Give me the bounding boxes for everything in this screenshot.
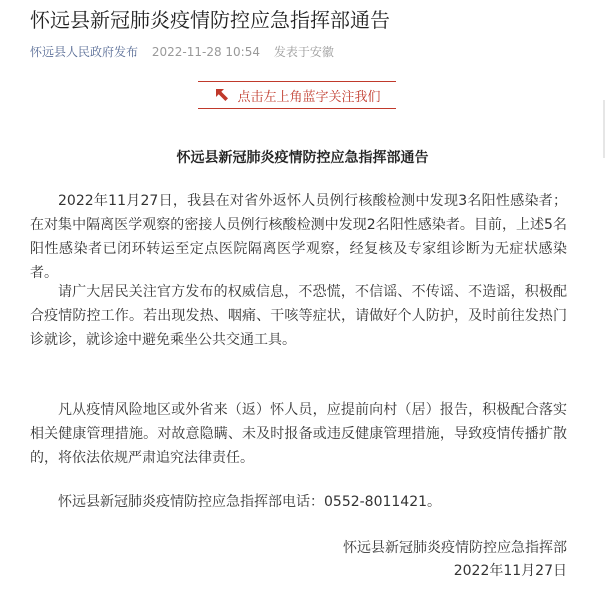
article-title: 怀远县新冠肺炎疫情防控应急指挥部通告	[30, 8, 390, 32]
notice-hotline: 怀远县新冠肺炎疫情防控应急指挥部电话：0552-8011421。	[58, 494, 442, 510]
follow-banner[interactable]	[198, 81, 396, 109]
publish-date: 2022-11-28 10:54	[151, 45, 260, 59]
signature-organization: 怀远县新冠肺炎疫情防控应急指挥部	[343, 540, 567, 556]
signature-date: 2022年11月27日	[453, 563, 567, 579]
follow-banner-text: 点击左上角蓝字关注我们	[237, 89, 381, 105]
notice-paragraph: 请广大居民关注官方发布的权威信息，不恐慌，不信谣、不传谣、不造谣，积极配合疫情防控工作。若出现发热、咽痛、干咳等症状，请做好个人防护，及时前往发热门诊就诊，就诊途中避免乘坐公共交通工具。	[30, 284, 567, 348]
account-name-link[interactable]: 怀远县人民政府发布	[30, 45, 139, 59]
notice-paragraph: 2022年11月27日，我县在对省外返怀人员例行核酸检测中发现3名阳性感染者；在对集中隔离医学观察的密接人员例行核酸检测中发现2名阳性感染者。目前，上述5名阳性感染者已闭环转运至定点医院隔离医学观察，经复核及专家组诊断为无症状感染者。	[30, 193, 567, 281]
article-meta	[30, 44, 567, 60]
notice-paragraph: 凡从疫情风险地区或外省来（返）怀人员，应提前向村（居）报告，积极配合落实相关健康管理措施。对故意隐瞒、未及时报备或违反健康管理措施，导致疫情传播扩散的，将依法依规严肃追究法律责任。	[30, 402, 567, 466]
publish-location: 发表于安徽	[273, 45, 334, 59]
notice-heading: 怀远县新冠肺炎疫情防控应急指挥部通告	[176, 150, 429, 166]
arrow-up-left-icon	[213, 86, 231, 104]
